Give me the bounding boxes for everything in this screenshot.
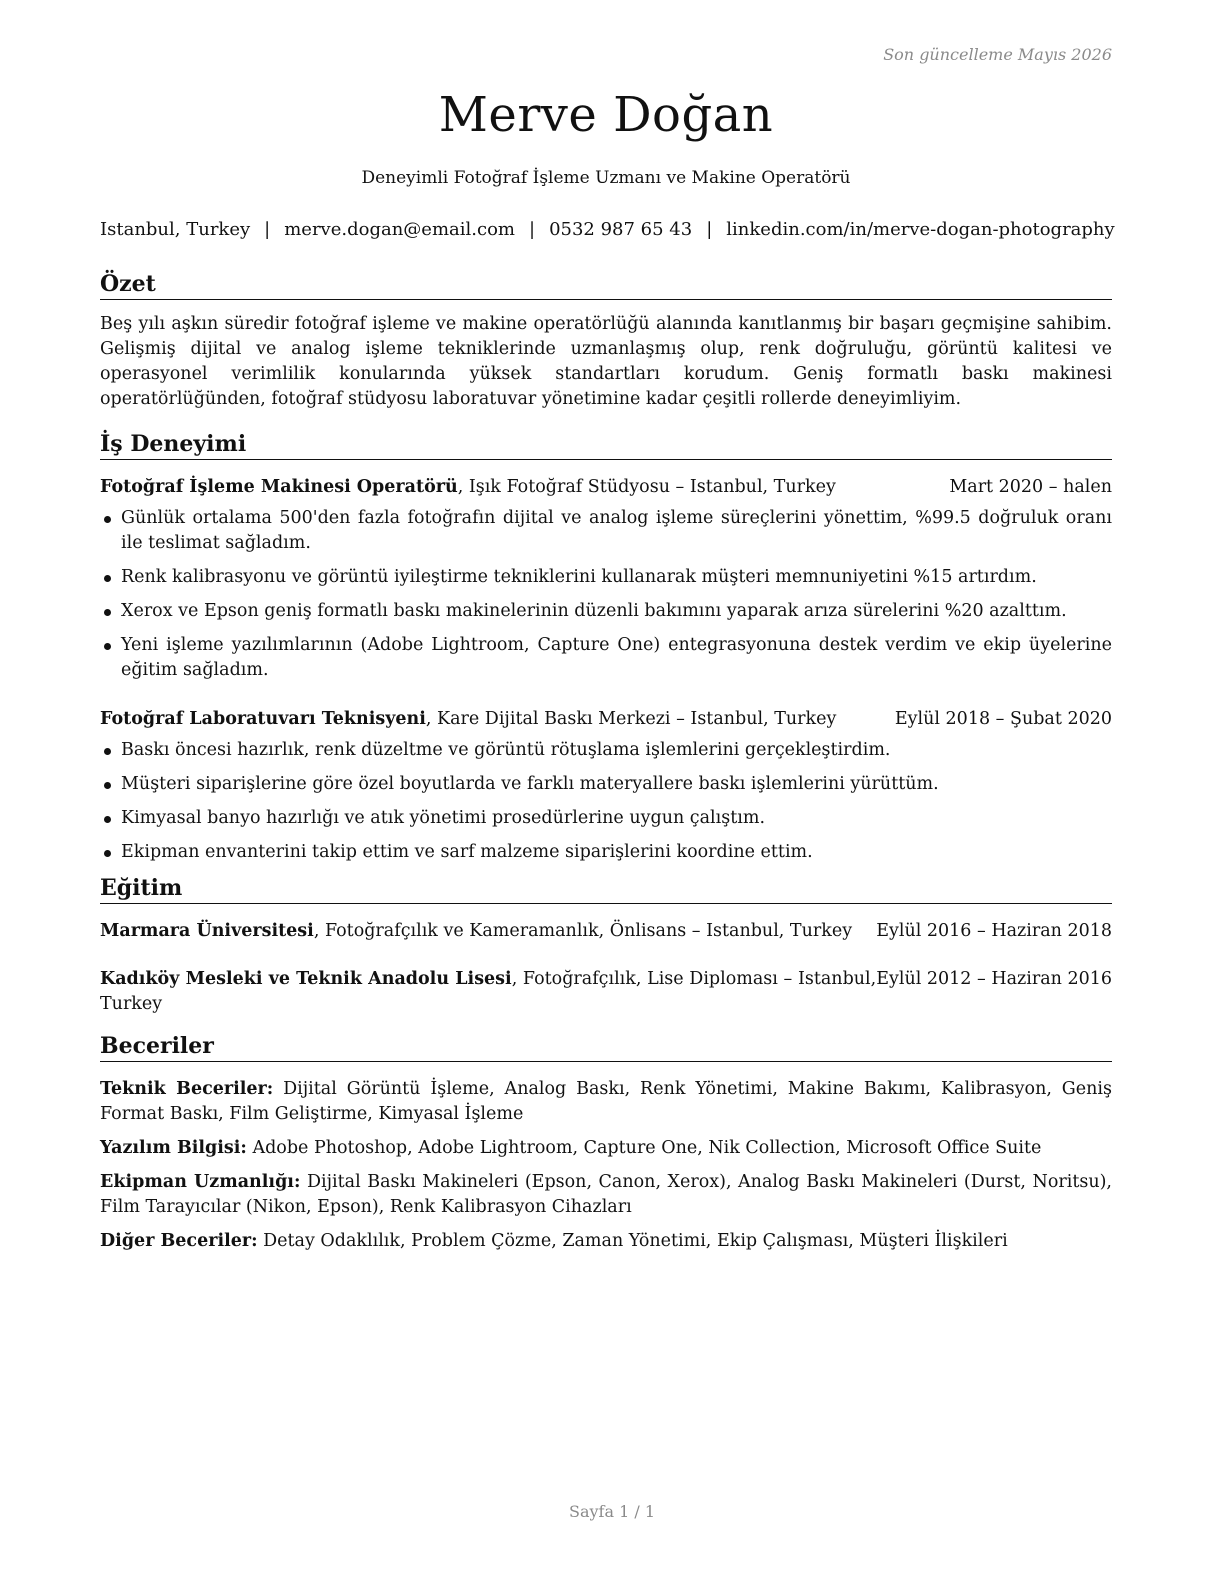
summary-section	[100, 270, 1112, 412]
last-updated: Son güncelleme Mayıs 2026	[883, 45, 1112, 64]
job-role: Fotoğraf İşleme Makinesi Operatörü	[100, 477, 458, 497]
job-bullets	[100, 506, 1112, 683]
section-title-experience: İş Deneyimi	[100, 430, 1112, 460]
page-number: Sayfa 1 / 1	[568, 1502, 655, 1521]
contact-location: Istanbul, Turkey	[100, 219, 251, 240]
job-entry	[100, 475, 1112, 683]
skill-value: Dijital Görüntü İşleme, Analog Baskı, Renk Yönetimi, Makine Bakımı, Kalibrasyon, Geniş Format Baskı, Film Geliştirme, Kimyasal İşleme	[100, 1079, 1112, 1124]
education-detail: , Fotoğrafçılık, Lise Diploması – Istanbul, Turkey	[100, 969, 877, 1014]
job-entry	[100, 707, 1112, 865]
contact-phone[interactable]: 0532 987 65 43	[549, 219, 693, 240]
skill-value: Detay Odaklılık, Problem Çözme, Zaman Yönetimi, Ekip Çalışması, Müşteri İlişkileri	[257, 1231, 1008, 1251]
education-dates: Eylül 2016 – Haziran 2018	[876, 921, 1112, 941]
job-dates: Mart 2020 – halen	[949, 477, 1112, 497]
education-entry	[100, 919, 1112, 944]
candidate-subtitle: Deneyimli Fotoğraf İşleme Uzmanı ve Makine Operatörü	[361, 168, 851, 188]
experience-section	[100, 430, 1112, 865]
section-title-skills: Beceriler	[100, 1032, 1112, 1062]
skill-label: Diğer Beceriler:	[100, 1231, 258, 1251]
skill-row	[100, 1136, 1112, 1161]
education-school: Marmara Üniversitesi	[100, 921, 314, 941]
education-school: Kadıköy Mesleki ve Teknik Anadolu Lisesi	[100, 969, 512, 989]
job-bullet: Renk kalibrasyonu ve görüntü iyileştirme tekniklerini kullanarak müşteri memnuniyetini %15 artırdım.	[100, 565, 1112, 590]
job-bullet: Kimyasal banyo hazırlığı ve atık yönetimi prosedürlerine uygun çalıştım.	[100, 806, 1112, 831]
contact-separator: |	[264, 219, 271, 240]
skill-row	[100, 1229, 1112, 1254]
skills-section	[100, 1032, 1112, 1254]
job-dates: Eylül 2018 – Şubat 2020	[894, 709, 1112, 729]
skill-label: Yazılım Bilgisi:	[100, 1138, 247, 1158]
skill-row	[100, 1170, 1112, 1220]
contact-separator: |	[528, 219, 536, 240]
job-org: , Işık Fotoğraf Stüdyosu – Istanbul, Turkey	[457, 477, 836, 497]
job-role: Fotoğraf Laboratuvarı Teknisyeni	[100, 709, 426, 729]
education-entry	[100, 967, 1112, 1017]
job-bullet: Ekipman envanterini takip ettim ve sarf malzeme siparişlerini koordine ettim.	[100, 840, 1112, 865]
skill-label: Ekipman Uzmanlığı:	[100, 1172, 301, 1192]
skill-row	[100, 1077, 1112, 1127]
contact-linkedin[interactable]: linkedin.com/in/merve-dogan-photography	[726, 219, 1115, 240]
summary-text: Beş yılı aşkın süredir fotoğraf işleme ve makine operatörlüğü alanında kanıtlanmış bir başarı geçmişine sahibim. Gelişmiş dijital ve analog işleme tekniklerinde uzmanlaşmış olup, renk doğruluğu, görüntü kalitesi ve operasyonel verimlilik konularında yüksek standartları korudum. Geniş formatlı baskı makinesi operatörlüğünden, fotoğraf stüdyosu laboratuvar yönetimine kadar çeşitli rollerde deneyimliyim.	[100, 314, 1112, 409]
job-header	[100, 707, 1112, 732]
contact-email[interactable]: merve.dogan@email.com	[284, 219, 515, 240]
candidate-name: Merve Doğan	[438, 87, 774, 143]
section-title-education: Eğitim	[100, 874, 1112, 904]
job-bullet: Xerox ve Epson geniş formatlı baskı makinelerinin düzenli bakımını yaparak arıza sürelerini %20 azalttım.	[100, 599, 1112, 624]
skill-value: Dijital Baskı Makineleri (Epson, Canon, Xerox), Analog Baskı Makineleri (Durst, Noritsu), Film Tarayıcılar (Nikon, Epson), Renk Kalibrasyon Cihazları	[100, 1172, 1112, 1217]
section-title-summary: Özet	[100, 270, 1112, 300]
job-bullets	[100, 738, 1112, 865]
contact-line	[100, 219, 1115, 240]
skill-label: Teknik Beceriler:	[100, 1079, 274, 1099]
job-org: , Kare Dijital Baskı Merkezi – Istanbul, Turkey	[425, 709, 837, 729]
education-section	[100, 874, 1112, 1017]
skill-value: Adobe Photoshop, Adobe Lightroom, Capture One, Nik Collection, Microsoft Office Suite	[246, 1138, 1042, 1158]
job-bullet: Yeni işleme yazılımlarının (Adobe Lightroom, Capture One) entegrasyonuna destek verdim ve ekip üyelerine eğitim sağladım.	[100, 633, 1112, 683]
job-header	[100, 475, 1112, 500]
contact-separator: |	[706, 219, 713, 240]
job-bullet: Müşteri siparişlerine göre özel boyutlarda ve farklı materyallere baskı işlemlerini yürüttüm.	[100, 772, 1112, 797]
education-detail: , Fotoğrafçılık ve Kameramanlık, Önlisans – Istanbul, Turkey	[313, 921, 853, 941]
job-bullet: Günlük ortalama 500'den fazla fotoğrafın dijital ve analog işleme süreçlerini yönettim, %99.5 doğruluk oranı ile teslimat sağladım.	[100, 506, 1112, 556]
education-dates: Eylül 2012 – Haziran 2016	[876, 969, 1112, 989]
job-bullet: Baskı öncesi hazırlık, renk düzeltme ve görüntü rötuşlama işlemlerini gerçekleştirdim.	[100, 738, 1112, 763]
